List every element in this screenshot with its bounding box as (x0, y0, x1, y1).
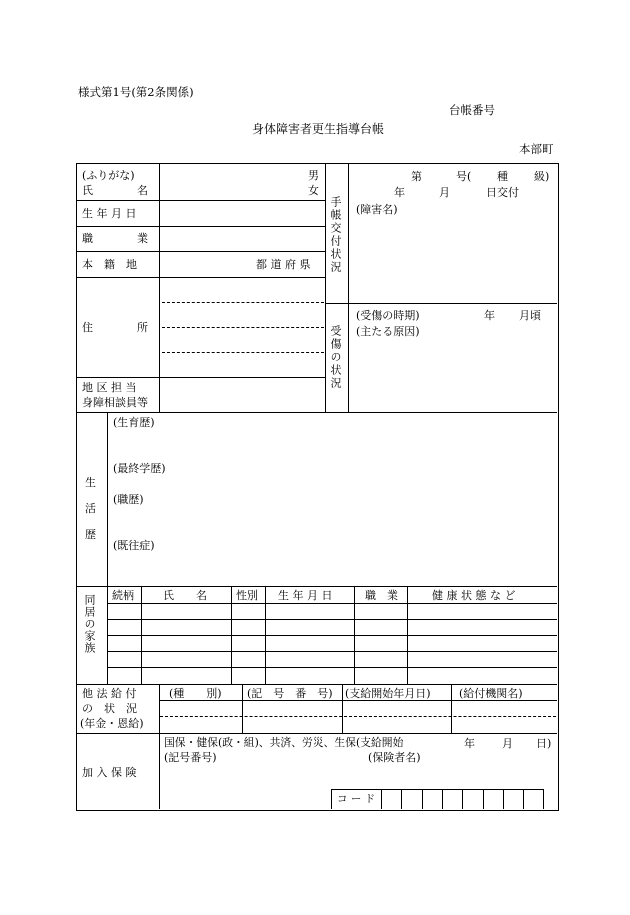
medical-history-label: (既往症) (113, 539, 155, 552)
family-label: 同居の家族 (83, 594, 96, 654)
district-officer-label: 地 区 担 当 (82, 381, 137, 394)
growth-history-label: (生育歴) (113, 416, 155, 429)
insurance-label: 加 入 保 険 (82, 766, 137, 779)
family-header-health: 健 康 状 態 な ど (432, 589, 516, 602)
family-header-name: 氏 名 (163, 589, 207, 602)
injury-month: 月頃 (519, 309, 541, 322)
benefits-header-agency: (給付機関名) (459, 687, 523, 700)
injury-period-label: (受傷の時期) (356, 309, 420, 322)
page-title: 身体障害者更生指導台帳 (252, 122, 385, 136)
gender-male: 男 (308, 169, 319, 182)
name-label: 氏 名 (82, 184, 148, 197)
work-history-label: (職歴) (113, 493, 144, 506)
handbook-month: 月 (439, 186, 450, 199)
life-history-label: 生 活 歴 (85, 476, 96, 541)
family-header-birthdate: 生 年 月 日 (278, 589, 333, 602)
furigana-label: (ふりがな) (82, 169, 135, 182)
family-header-occupation: 職 業 (365, 589, 398, 602)
benefits-header-type: (種 別) (169, 687, 222, 700)
insurance-number-label: (記号番号) (164, 751, 217, 764)
other-benefits-label: 他 法 給 付 (82, 687, 137, 700)
benefits-header-number: (記 号 番 号) (247, 687, 333, 700)
birthdate-label: 生 年 月 日 (82, 207, 137, 220)
counselor-label: 身障相談員等 (82, 396, 148, 409)
disability-name-label: (障害名) (356, 203, 398, 216)
education-label: (最終学歴) (113, 462, 166, 475)
ledger-number-label: 台帳番号 (449, 103, 495, 117)
town-name: 本部町 (519, 142, 554, 156)
handbook-dai: 第 (411, 170, 422, 183)
family-header-sex: 性別 (236, 589, 258, 602)
domicile-label: 本 籍 地 (82, 258, 137, 271)
injury-status-label: 受傷の状況 (329, 325, 342, 390)
handbook-issued: 日交付 (486, 186, 519, 199)
insurance-day: 日) (536, 737, 552, 750)
benefits-header-start: (支給開始年月日) (345, 687, 431, 700)
handbook-go: 号( (456, 170, 472, 183)
handbook-shu: 種 (497, 170, 508, 183)
gender-female: 女 (308, 184, 319, 197)
ledger-form (76, 163, 559, 811)
injury-cause-label: (主たる原因) (356, 325, 420, 338)
address-label: 住 所 (82, 321, 148, 334)
insurer-name-label: (保険者名) (368, 751, 421, 764)
family-header-relation: 続柄 (112, 589, 134, 602)
insurance-month: 月 (502, 737, 513, 750)
handbook-kyu: 級) (534, 170, 550, 183)
injury-year: 年 (484, 309, 495, 322)
prefecture-label: 都 道 府 県 (256, 258, 311, 271)
form-number: 様式第1号(第2条関係) (78, 85, 194, 99)
handbook-status-label: 手帳交付状況 (329, 196, 342, 274)
benefits-status-label: の 状 況 (82, 702, 137, 715)
insurance-types: 国保・健保(政・組)、共済、労災、生保(支給開始 (164, 736, 404, 749)
occupation-label: 職 業 (82, 232, 148, 245)
pension-label: (年金・恩給) (80, 717, 144, 730)
handbook-year: 年 (394, 186, 405, 199)
insurance-year: 年 (464, 737, 475, 750)
code-label: コ ー ド (337, 793, 376, 805)
